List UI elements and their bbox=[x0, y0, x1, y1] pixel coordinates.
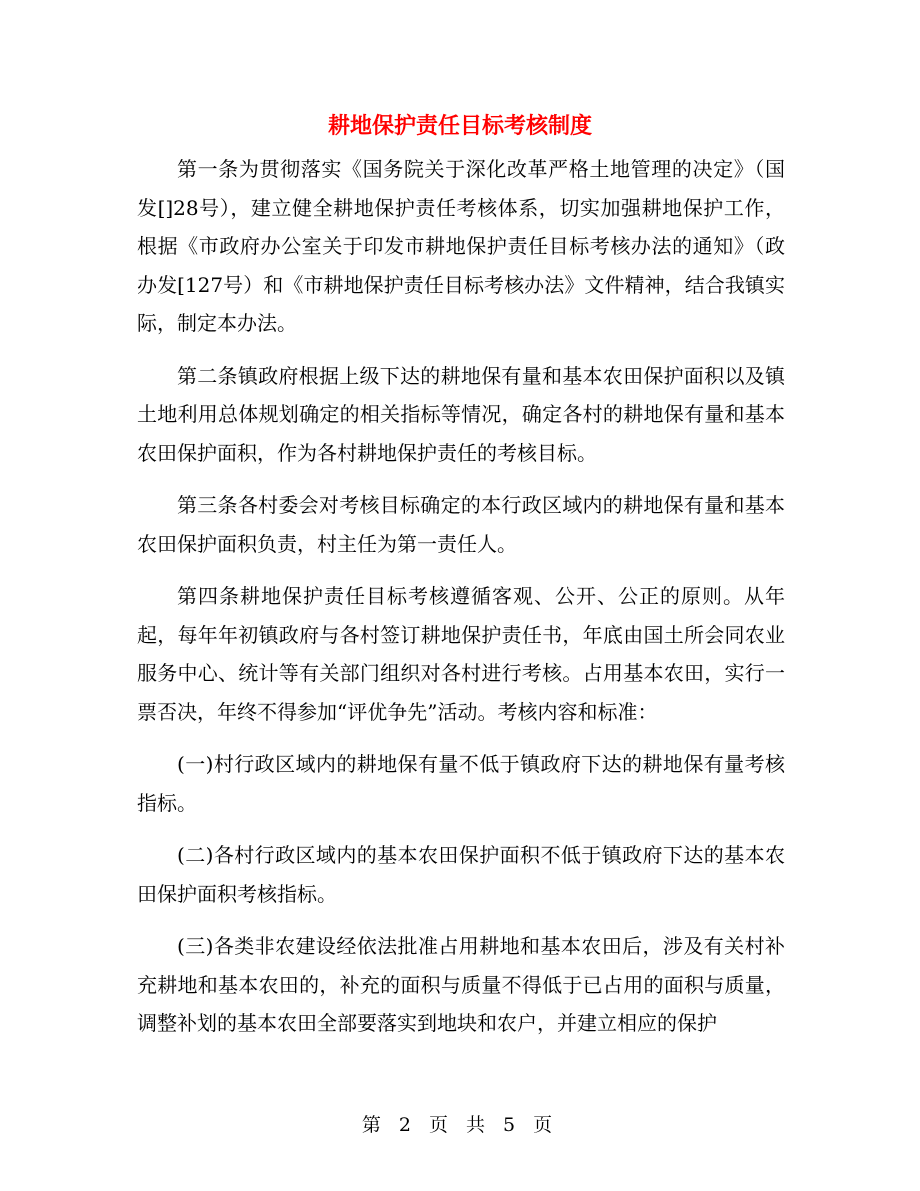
item-2-paragraph: (二)各村行政区域内的基本农田保护面积不低于镇政府下达的基本农田保护面积考核指标。 bbox=[137, 843, 785, 906]
page-number-footer: 第 2 页 共 5 页 bbox=[361, 1114, 559, 1136]
article-2-paragraph: 第二条镇政府根据上级下达的耕地保有量和基本农田保护面积以及镇土地利用总体规划确定的相关指标等情况，确定各村的耕地保有量和基本农田保护面积，作为各村耕地保护责任的考核目标。 bbox=[137, 363, 785, 465]
document-title: 耕地保护责任目标考核制度 bbox=[327, 113, 592, 139]
article-3-paragraph: 第三条各村委会对考核目标确定的本行政区域内的耕地保有量和基本农田保护面积负责，村主任为第一责任人。 bbox=[137, 493, 785, 556]
document-body bbox=[137, 150, 785, 1057]
article-4-paragraph: 第四条耕地保护责任目标考核遵循客观、公开、公正的原则。从年起，每年年初镇政府与各村签订耕地保护责任书，年底由国土所会同农业服务中心、统计等有关部门组织对各村进行考核。占用基本农田，实行一票否决，年终不得参加“评优争先”活动。考核内容和标准： bbox=[137, 584, 785, 724]
item-3-paragraph: (三)各类非农建设经依法批准占用耕地和基本农田后，涉及有关村补充耕地和基本农田的，补充的面积与质量不得低于已占用的面积与质量，调整补划的基本农田全部要落实到地块和农户，并建立相应的保护 bbox=[137, 934, 785, 1035]
item-1-paragraph: (一)村行政区域内的耕地保有量不低于镇政府下达的耕地保有量考核指标。 bbox=[137, 752, 785, 815]
article-1-paragraph: 第一条为贯彻落实《国务院关于深化改革严格土地管理的决定》（国发[]28号），建立健全耕地保护责任考核体系，切实加强耕地保护工作，根据《市政府办公室关于印发市耕地保护责任目标考核办法的通知》（政办发[127号）和《市耕地保护责任目标考核办法》文件精神，结合我镇实际，制定本办法。 bbox=[137, 157, 785, 335]
